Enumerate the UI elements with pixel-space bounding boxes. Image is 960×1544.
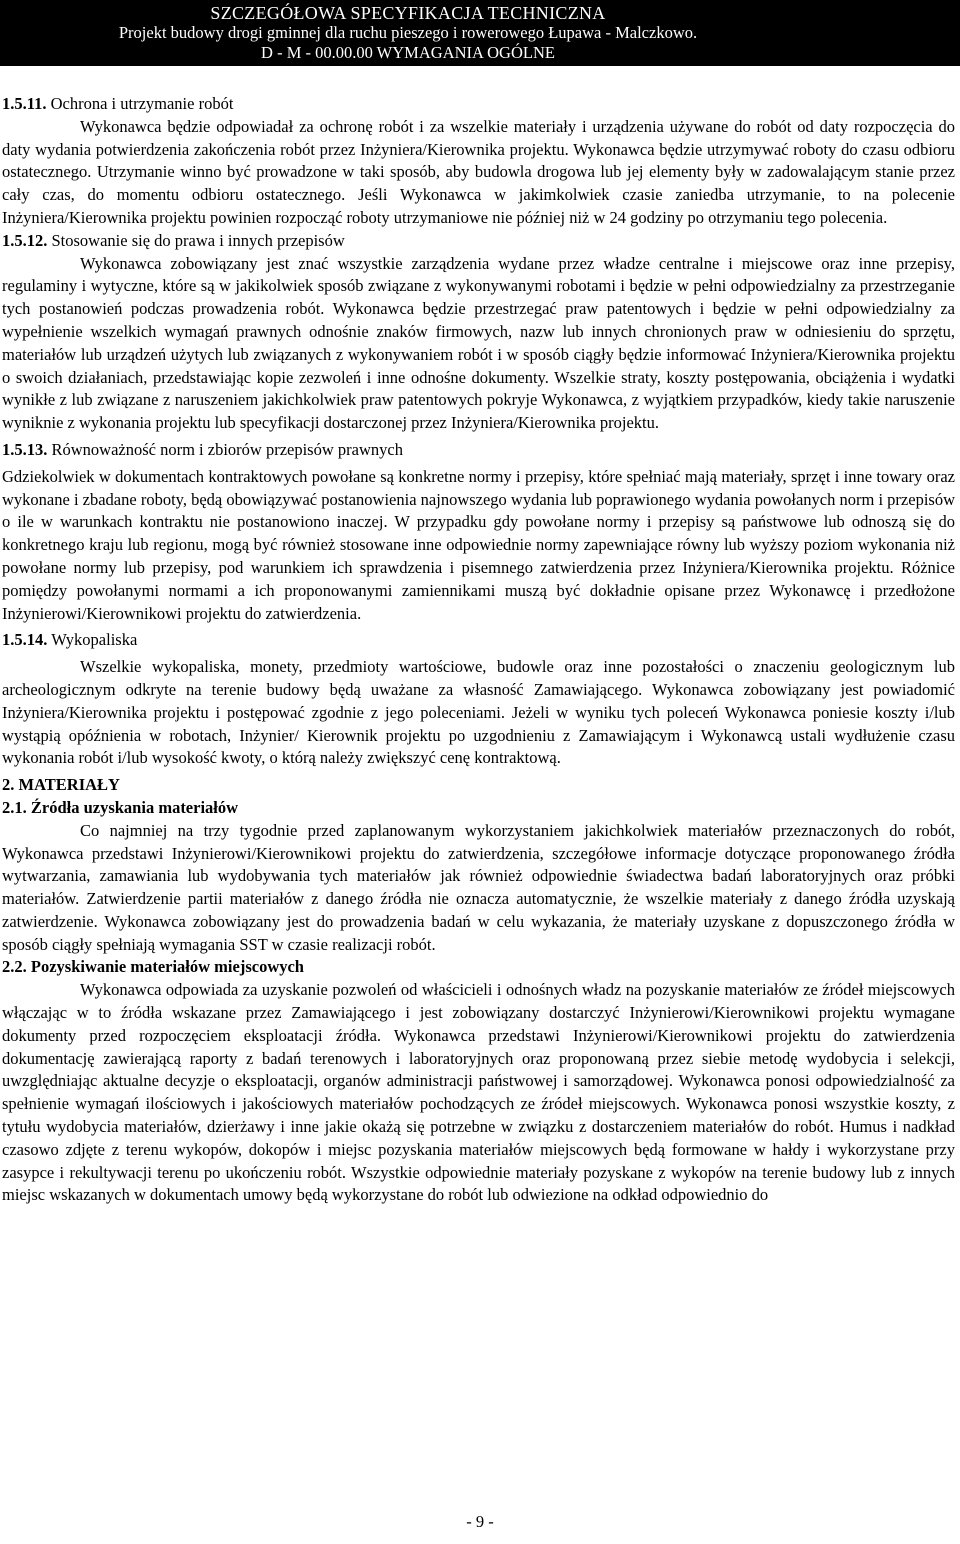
page-header bbox=[0, 0, 960, 66]
heading-1-5-13 bbox=[2, 439, 955, 462]
paragraph-2-2: Wykonawca odpowiada za uzyskanie pozwoleń od właścicieli i odnośnych władz na pozyskanie materiałów ze źródeł miejscowych włączając w to źródła wskazane przez Zamawiającego i jest zobowiązany dostarczyć Inżynierowi/Kierownikowi projektu wymagane dokumenty przed rozpoczęciem eksploatacji źródła. Wykonawca przedstawi Inżynierowi/Kierownikowi projektu do zatwierdzenia dokumentację zawierającą raporty z badań terenowych i laboratoryjnych oraz proponowaną przez siebie metodę wydobycia i selekcji, uwzględniając aktualne decyzje o eksploatacji, organów administracji państwowej i samorządowej. Wykonawca ponosi odpowiedzialność za spełnienie wymagań ilościowych i jakościowych materiałów pochodzących ze źródeł miejscowych. Wykonawca ponosi wszystkie koszty, z tytułu wydobycia materiałów, dzierżawy i inne jakie okażą się potrzebne w związku z dostarczeniem materiałów do robót. Humus i nadkład czasowo zdjęte z terenu wykopów, dokopów i miejsc pozyskania materiałów miejscowych będą formowane w hałdy i wykorzystane przy zasypce i rekultywacji terenu po ukończeniu robót. Wszystkie odpowiednie materiały pozyskane z wykopów na terenie budowy lub z innych miejsc wskazanych w dokumentach umowy będą wykorzystane do robót lub odwiezione na odkład odpowiednio do bbox=[2, 980, 955, 1205]
heading-text: Równoważność norm i zbiorów przepisów prawnych bbox=[47, 439, 403, 459]
heading-1-5-12 bbox=[2, 230, 955, 253]
heading-number: 1.5.12. bbox=[2, 230, 48, 250]
page-number: - 9 - bbox=[466, 1512, 494, 1531]
paragraph-1-5-11: Wykonawca będzie odpowiadał za ochronę robót i za wszelkie materiały i urządzenia używane do robót od daty rozpoczęcia do daty wydania potwierdzenia zakończenia robót przez Inżyniera/Kierownika projektu. Wykonawca będzie utrzymywać roboty do czasu odbioru ostatecznego. Utrzymanie winno być prowadzone w taki sposób, aby budowla drogowa lub jej elementy były w zadowalającym stanie przez cały czas, do momentu odbioru ostatecznego. Jeśli Wykonawca w jakimkolwiek czasie zaniedba utrzymanie, to na polecenie Inżyniera/Kierownika projektu powinien rozpocząć roboty utrzymaniowe nie później niż w 24 godziny po otrzymaniu tego polecenia. bbox=[2, 116, 955, 227]
header-title: SZCZEGÓŁOWA SPECYFIKACJA TECHNICZNA bbox=[210, 3, 606, 23]
heading-1-5-14 bbox=[2, 629, 955, 652]
paragraph-1-5-14: Wszelkie wykopaliska, monety, przedmioty wartościowe, budowle oraz inne pozostałości o znaczeniu geologicznym lub archeologicznym odkryte na terenie budowy będą uważane za własność Zamawiającego. Wykonawca zobowiązany jest powiadomić Inżyniera/Kierownika projektu i postępować zgodnie z jego poleceniami. Jeżeli w wyniku tych poleceń Wykonawca poniesie koszty i/lub wystąpią opóźnienia w robotach, Inżynier/ Kierownik projektu po uzgodnieniu z Zamawiającym i Wykonawcą ustali wydłużenie czasu wykonania robót i/lub wysokość kwoty, o którą należy zwiększyć cenę kontraktową. bbox=[2, 657, 955, 768]
heading-2-2: 2.2. Pozyskiwanie materiałów miejscowych bbox=[2, 957, 304, 977]
heading-2-materialy: 2. MATERIAŁY bbox=[2, 775, 120, 795]
heading-text: Ochrona i utrzymanie robót bbox=[46, 94, 234, 113]
heading-text: Wykopaliska bbox=[47, 630, 138, 650]
paragraph-2-1: Co najmniej na trzy tygodnie przed zaplanowanym wykorzystaniem jakichkolwiek materiałów przeznaczonych do robót, Wykonawca przedstawi Inżynierowi/Kierownikowi projektu do zatwierdzenia, szczegółowe informacje dotyczące proponowanego źródła wytwarzania, zamawiania lub wydobywania tych materiałów jak również odpowiednie świadectwa badań laboratoryjnych oraz próbki materiałów. Zatwierdzenie partii materiałów z danego źródła nie oznacza automatycznie, że wszelkie materiały z danego źródła uzyskają zatwierdzenie. Wykonawca zobowiązany jest do prowadzenia badań w celu wykazania, że materiały uzyskane z dopuszczonego źródła w sposób ciągły spełniają wymagania SST w czasie realizacji robót. bbox=[2, 820, 955, 954]
document-body bbox=[2, 93, 955, 1207]
header-section: D - M - 00.00.00 WYMAGANIA OGÓLNE bbox=[261, 43, 555, 62]
heading-2-1: 2.1. Źródła uzyskania materiałów bbox=[2, 797, 239, 817]
heading-number: 1.5.14. bbox=[2, 630, 48, 650]
paragraph-1-5-13: Gdziekolwiek w dokumentach kontraktowych powołane są konkretne normy i przepisy, które spełniać mają materiały, sprzęt i inne towary oraz wykonane i zbadane roboty, będą obowiązywać postanowienia najnowszego wydania lub poprawionego wydania powołanych norm i przepisów o ile w warunkach kontraktu nie postanowiono inaczej. W przypadku gdy powołane normy i przepisy są państwowe lub odnoszą się do konkretnego kraju lub regionu, mogą być również stosowane inne odpowiednie normy zapewniające równy lub wyższy poziom wykonania niż powołane normy lub przepisy, pod warunkiem ich sprawdzenia i pisemnego zatwierdzenia przez Inżyniera/Kierownika projektu. Różnice pomiędzy powołanymi normami a ich proponowanymi zamiennikami muszą być dokładnie opisane przez Wykonawcę i przedłożone Inżynierowi/Kierownikowi projektu do zatwierdzenia. bbox=[2, 466, 955, 623]
heading-text: Stosowanie się do prawa i innych przepisów bbox=[47, 230, 345, 250]
heading-number: 1.5.11. bbox=[2, 94, 47, 113]
heading-1-5-11 bbox=[2, 93, 955, 116]
heading-number: 1.5.13. bbox=[2, 439, 48, 459]
paragraph-1-5-12: Wykonawca zobowiązany jest znać wszystkie zarządzenia wydane przez władze centralne i miejscowe oraz inne przepisy, regulaminy i wytyczne, które są w jakikolwiek sposób związane z wykonywanymi robotami i będzie w pełni odpowiedzialny za przestrzeganie tych postanowień podczas prowadzenia robót. Wykonawca będzie przestrzegać praw patentowych i będzie w pełni odpowiedzialny za wypełnienie wszelkich wymagań prawnych odnośnie znaków firmowych, nazw lub innych chronionych praw w odniesieniu do sprzętu, materiałów lub urządzeń użytych lub związanych z wykonywaniem robót i w sposób ciągły będzie informować Inżyniera/Kierownika projektu o swoich działaniach, przedstawiając kopie zezwoleń i inne odnośne dokumenty. Wszelkie straty, koszty postępowania, obciążenia i wydatki wynikłe z lub związane z naruszeniem jakichkolwiek praw patentowych pokryje Wykonawca, z wyjątkiem przypadków, kiedy takie naruszenie wyniknie z wykonania projektu lub specyfikacji dostarczonej przez Inżyniera/Kierownika projektu. bbox=[2, 253, 955, 433]
header-project: Projekt budowy drogi gminnej dla ruchu pieszego i rowerowego Łupawa - Malczkowo. bbox=[118, 23, 698, 42]
